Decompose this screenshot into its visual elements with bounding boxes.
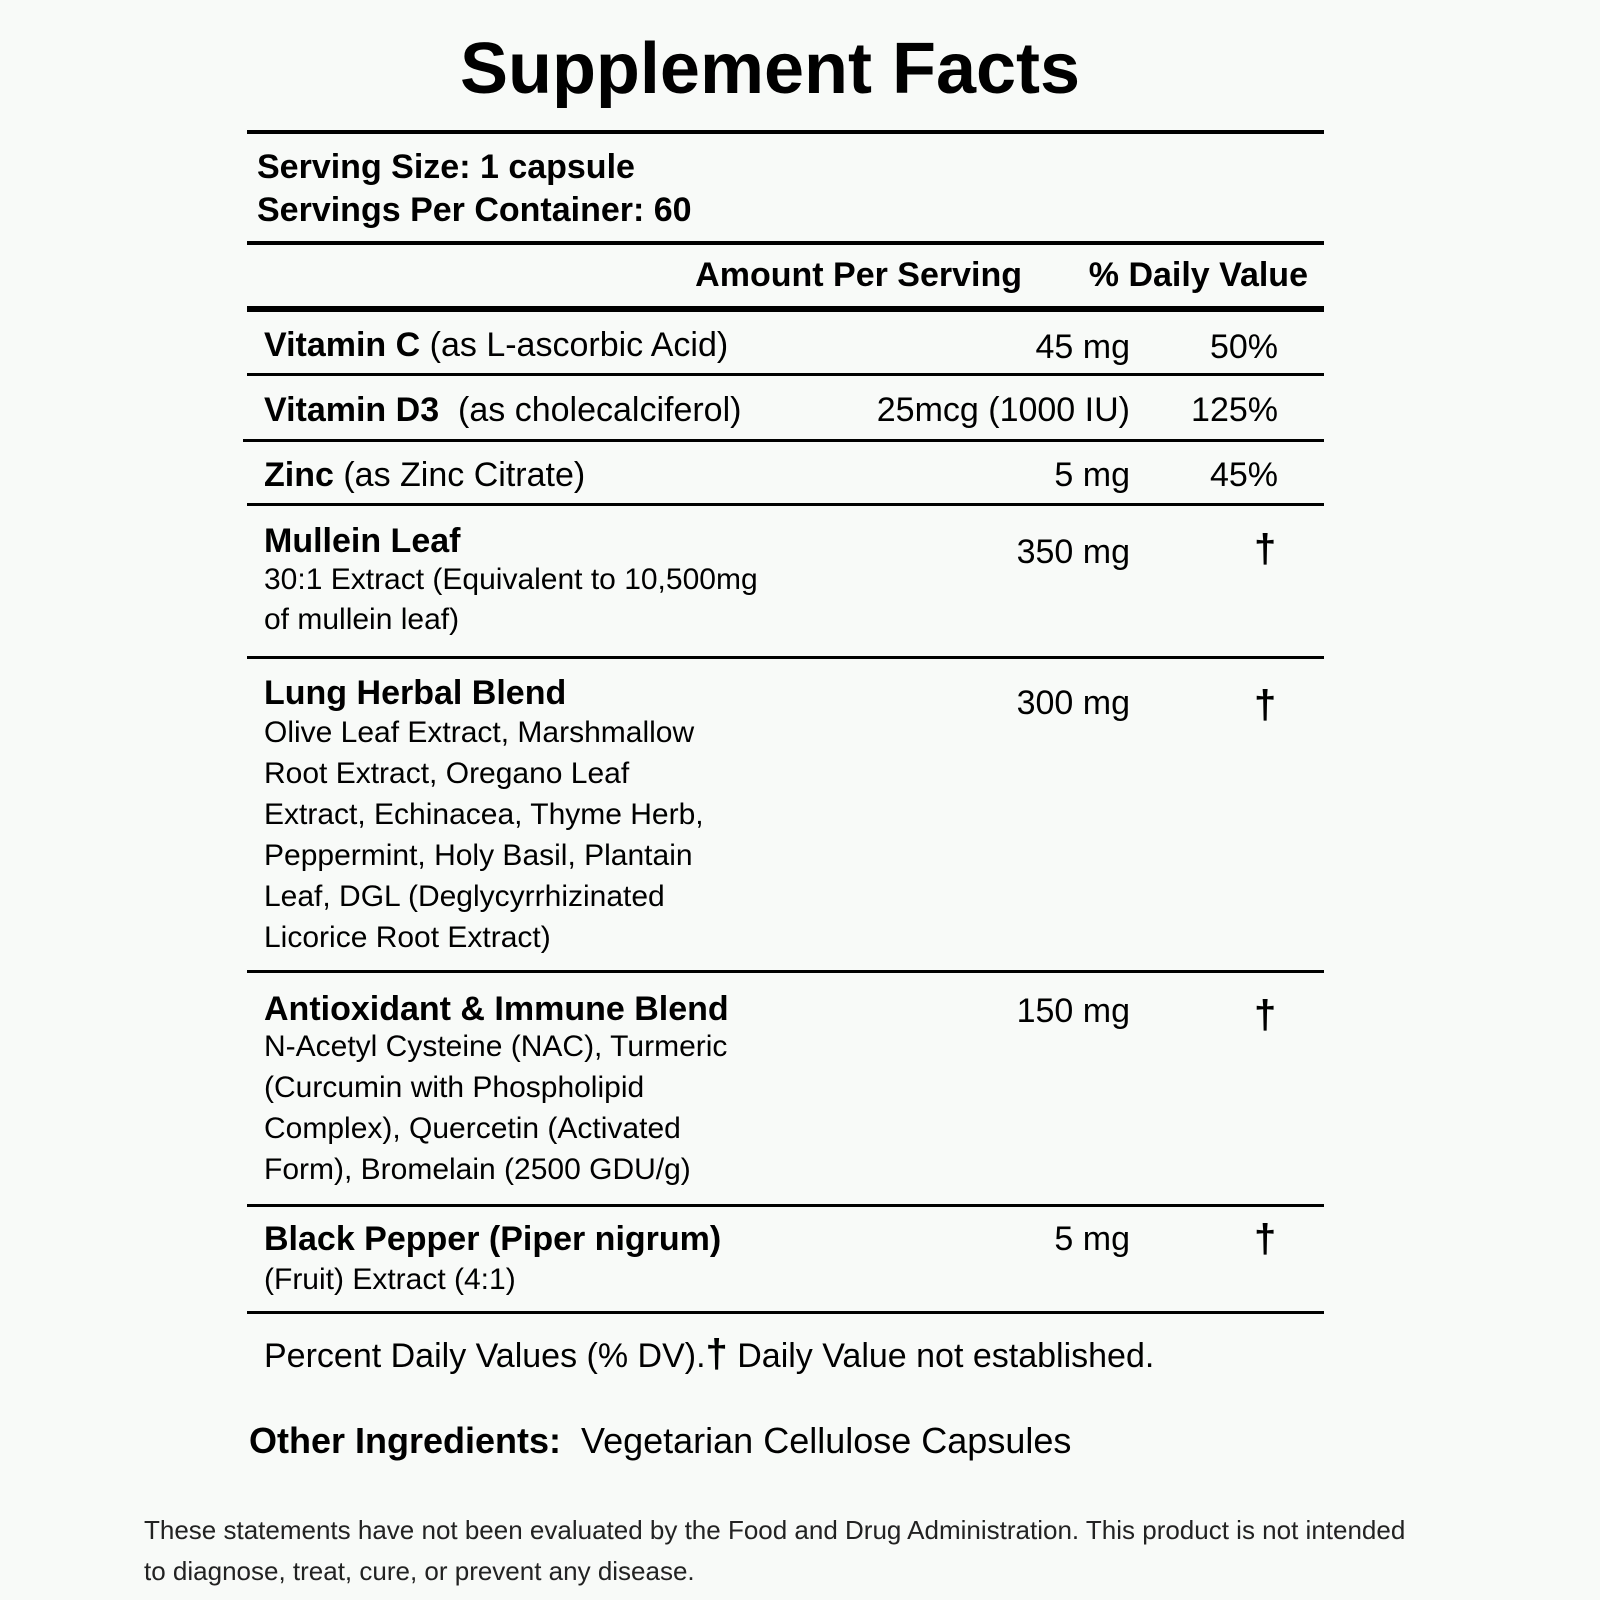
- divider: [247, 1311, 1324, 1314]
- amount-header: Amount Per Serving: [695, 256, 1022, 294]
- ingredient-amount: 5 mg: [1054, 1220, 1130, 1258]
- ingredient-name: Mullein Leaf: [264, 522, 461, 560]
- dagger-icon: †: [1254, 993, 1277, 1037]
- dagger-icon: †: [705, 1332, 728, 1376]
- nutrient-dv: 125%: [1191, 391, 1278, 429]
- ingredient-name: Lung Herbal Blend: [264, 674, 567, 712]
- serving-size: Serving Size: 1 capsule: [257, 148, 635, 186]
- nutrient-dv: 45%: [1209, 456, 1278, 494]
- ingredient-detail: Olive Leaf Extract, Marshmallow Root Extract, Oregano Leaf Extract, Echinacea, Thyme Herb, Peppermint, Holy Basil, Plantain Leaf, DGL (Deglycyrrhizinated Licorice Root Extract): [264, 716, 704, 954]
- ingredient-name: Antioxidant & Immune Blend: [264, 990, 729, 1028]
- divider: [243, 439, 1324, 442]
- divider: [247, 130, 1324, 134]
- page-title: Supplement Facts: [459, 29, 1081, 109]
- divider: [247, 241, 1324, 245]
- footnote: Percent Daily Values (% DV).† Daily Value not established.: [264, 1332, 1155, 1376]
- servings-per-container: Servings Per Container: 60: [257, 191, 692, 229]
- dagger-icon: †: [1254, 527, 1277, 571]
- ingredient-detail: N-Acetyl Cysteine (NAC), Turmeric (Curcumin with Phospholipid Complex), Quercetin (Activated Form), Bromelain (2500 GDU/g): [264, 1030, 728, 1186]
- ingredient-amount: 350 mg: [1016, 533, 1130, 571]
- divider: [247, 503, 1324, 506]
- other-ingredients: Other Ingredients: Vegetarian Cellulose Capsules: [249, 1420, 1072, 1461]
- divider: [247, 306, 1324, 312]
- ingredient-amount: 300 mg: [1016, 684, 1130, 722]
- ingredient-name: Black Pepper (Piper nigrum): [264, 1220, 722, 1258]
- nutrient-dv: 50%: [1209, 328, 1278, 366]
- nutrient-amount: 45 mg: [1035, 328, 1130, 366]
- dagger-icon: †: [1254, 1217, 1277, 1261]
- nutrient-name: Vitamin C (as L-ascorbic Acid): [264, 326, 729, 364]
- nutrient-amount: 25mcg (1000 IU): [876, 391, 1130, 429]
- divider: [247, 656, 1324, 659]
- nutrient-amount: 5 mg: [1054, 456, 1130, 494]
- dv-header: % Daily Value: [1088, 256, 1308, 294]
- divider: [247, 1204, 1324, 1207]
- divider: [247, 373, 1324, 376]
- ingredient-detail: 30:1 Extract (Equivalent to 10,500mg of mullein leaf): [264, 563, 758, 636]
- dagger-icon: †: [1254, 683, 1277, 727]
- ingredient-amount: 150 mg: [1016, 992, 1130, 1030]
- nutrient-name: Zinc (as Zinc Citrate): [264, 456, 586, 494]
- fda-disclaimer: These statements have not been evaluated by the Food and Drug Administration. This product is not intended to diagnose, treat, cure, or prevent any disease.: [144, 1515, 1406, 1586]
- divider: [247, 970, 1324, 973]
- nutrient-name: Vitamin D3 (as cholecalciferol): [264, 391, 742, 429]
- ingredient-detail: (Fruit) Extract (4:1): [264, 1263, 516, 1296]
